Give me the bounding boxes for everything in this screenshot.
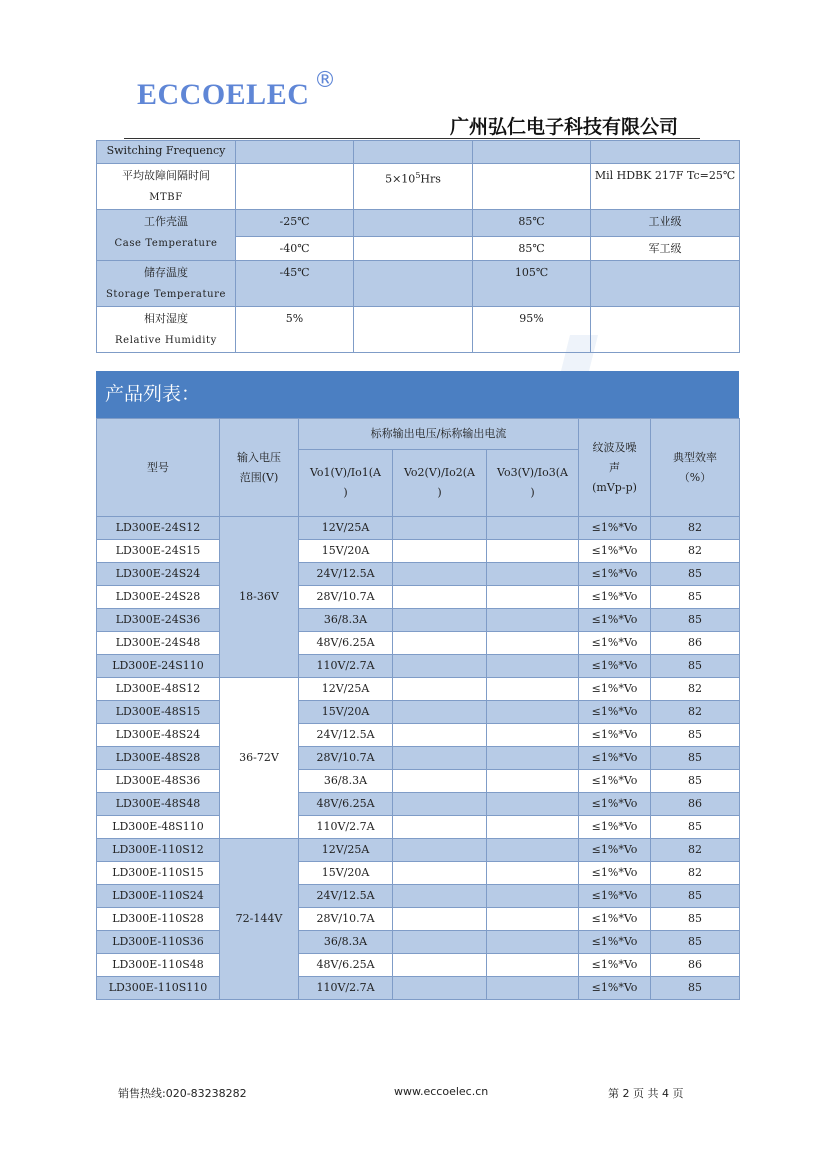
spec-value: 5% — [236, 307, 354, 353]
spec-label-cn: 储存温度 — [144, 266, 188, 279]
vo1-cell: 36/8.3A — [299, 770, 393, 793]
ripple-cell: ≤1%*Vo — [579, 977, 651, 1000]
vo3-cell — [487, 540, 579, 563]
model-cell: LD300E-110S36 — [97, 931, 220, 954]
model-cell: LD300E-110S110 — [97, 977, 220, 1000]
spec-label-en: Storage Temperature — [105, 289, 227, 300]
efficiency-cell: 85 — [651, 770, 740, 793]
vo1-cell: 24V/12.5A — [299, 724, 393, 747]
model-cell: LD300E-24S110 — [97, 655, 220, 678]
efficiency-cell: 85 — [651, 931, 740, 954]
vo1-cell: 15V/20A — [299, 540, 393, 563]
efficiency-cell: 82 — [651, 678, 740, 701]
vo3-cell — [487, 770, 579, 793]
spec-value: 85℃ — [473, 237, 591, 261]
product-table — [96, 418, 740, 1000]
spec-note: 军工级 — [591, 237, 740, 261]
sales-hotline: 销售热线:020-83238282 — [118, 1087, 247, 1100]
vo1-cell: 110V/2.7A — [299, 816, 393, 839]
model-cell: LD300E-48S48 — [97, 793, 220, 816]
input-range-cell: 18-36V — [220, 517, 299, 678]
table-row — [97, 747, 740, 770]
header-efficiency: 典型效率 （%） — [651, 419, 740, 517]
table-row — [97, 816, 740, 839]
table-row — [97, 839, 740, 862]
vo3-cell — [487, 632, 579, 655]
header-divider — [124, 138, 700, 139]
vo3-cell — [487, 908, 579, 931]
model-cell: LD300E-48S36 — [97, 770, 220, 793]
vo3-cell — [487, 816, 579, 839]
spec-value: -25℃ — [236, 210, 354, 237]
spec-value: 95% — [473, 307, 591, 353]
spec-note: Mil HDBK 217F Tc=25℃ — [591, 164, 740, 210]
table-row — [97, 908, 740, 931]
vo3-cell — [487, 517, 579, 540]
vo1-cell: 48V/6.25A — [299, 793, 393, 816]
table-row — [97, 678, 740, 701]
header-vo1: Vo1(V)/Io1(A ) — [299, 450, 393, 517]
vo3-cell — [487, 678, 579, 701]
spec-value: -40℃ — [236, 237, 354, 261]
vo2-cell — [393, 885, 487, 908]
vo1-cell: 15V/20A — [299, 862, 393, 885]
model-cell: LD300E-24S12 — [97, 517, 220, 540]
vo2-cell — [393, 563, 487, 586]
efficiency-cell: 82 — [651, 701, 740, 724]
ripple-cell: ≤1%*Vo — [579, 517, 651, 540]
spec-cell — [236, 141, 354, 164]
vo3-cell — [487, 931, 579, 954]
table-row — [97, 793, 740, 816]
spec-value: $5\times 10^5Hrs$ — [354, 164, 473, 210]
vo1-cell: 36/8.3A — [299, 609, 393, 632]
table-row — [97, 632, 740, 655]
spec-label — [97, 261, 236, 307]
model-cell: LD300E-110S12 — [97, 839, 220, 862]
vo2-cell — [393, 908, 487, 931]
vo2-cell — [393, 678, 487, 701]
efficiency-cell: 82 — [651, 540, 740, 563]
ripple-cell: ≤1%*Vo — [579, 632, 651, 655]
table-row — [97, 563, 740, 586]
table-row — [97, 770, 740, 793]
efficiency-cell: 85 — [651, 885, 740, 908]
spec-row-switching-frequency — [97, 141, 740, 164]
spec-cell — [591, 141, 740, 164]
model-cell: LD300E-48S110 — [97, 816, 220, 839]
vo1-cell: 12V/25A — [299, 517, 393, 540]
spec-label: Switching Frequency — [97, 141, 236, 164]
vo1-cell: 48V/6.25A — [299, 632, 393, 655]
company-logo: ECCOELEC — [137, 78, 310, 111]
spec-note: 工业级 — [591, 210, 740, 237]
model-cell: LD300E-48S28 — [97, 747, 220, 770]
ripple-cell: ≤1%*Vo — [579, 954, 651, 977]
vo2-cell — [393, 632, 487, 655]
registered-mark-icon: ® — [314, 68, 336, 93]
ripple-cell: ≤1%*Vo — [579, 724, 651, 747]
ripple-cell: ≤1%*Vo — [579, 747, 651, 770]
vo3-cell — [487, 563, 579, 586]
vo1-cell: 24V/12.5A — [299, 885, 393, 908]
product-list-title: 产品列表： — [96, 371, 739, 418]
product-header-row — [97, 419, 740, 450]
efficiency-cell: 85 — [651, 655, 740, 678]
vo3-cell — [487, 977, 579, 1000]
spec-cell — [354, 261, 473, 307]
table-row — [97, 609, 740, 632]
model-cell: LD300E-48S12 — [97, 678, 220, 701]
spec-label-en: MTBF — [149, 192, 183, 203]
efficiency-cell: 82 — [651, 839, 740, 862]
ripple-cell: ≤1%*Vo — [579, 770, 651, 793]
vo1-cell: 110V/2.7A — [299, 977, 393, 1000]
vo2-cell — [393, 586, 487, 609]
model-cell: LD300E-110S15 — [97, 862, 220, 885]
table-row — [97, 977, 740, 1000]
vo2-cell — [393, 839, 487, 862]
spec-value: 105℃ — [473, 261, 591, 307]
model-cell: LD300E-24S36 — [97, 609, 220, 632]
vo1-cell: 28V/10.7A — [299, 747, 393, 770]
spec-label-en: Relative Humidity — [115, 335, 217, 346]
company-name: 广州弘仁电子科技有限公司 — [450, 116, 679, 138]
efficiency-cell: 85 — [651, 977, 740, 1000]
model-cell: LD300E-110S48 — [97, 954, 220, 977]
spec-row-case-temperature — [97, 210, 740, 237]
spec-label-cn: 相对湿度 — [144, 312, 188, 325]
vo1-cell: 48V/6.25A — [299, 954, 393, 977]
ripple-cell: ≤1%*Vo — [579, 862, 651, 885]
model-cell: LD300E-48S15 — [97, 701, 220, 724]
vo2-cell — [393, 724, 487, 747]
ripple-cell: ≤1%*Vo — [579, 678, 651, 701]
vo2-cell — [393, 701, 487, 724]
efficiency-cell: 85 — [651, 816, 740, 839]
vo1-cell: 28V/10.7A — [299, 908, 393, 931]
vo3-cell — [487, 793, 579, 816]
vo3-cell — [487, 586, 579, 609]
vo2-cell — [393, 770, 487, 793]
vo2-cell — [393, 517, 487, 540]
vo3-cell — [487, 724, 579, 747]
efficiency-cell: 86 — [651, 632, 740, 655]
vo1-cell: 24V/12.5A — [299, 563, 393, 586]
spec-label — [97, 164, 236, 210]
spec-cell — [354, 141, 473, 164]
efficiency-cell: 86 — [651, 793, 740, 816]
efficiency-cell: 85 — [651, 908, 740, 931]
efficiency-cell: 85 — [651, 586, 740, 609]
vo3-cell — [487, 885, 579, 908]
ripple-cell: ≤1%*Vo — [579, 931, 651, 954]
spec-label-en: Case Temperature — [114, 238, 218, 249]
header-nominal-output: 标称输出电压/标称输出电流 — [299, 419, 579, 450]
vo1-cell: 12V/25A — [299, 839, 393, 862]
vo2-cell — [393, 540, 487, 563]
input-range-cell: 72-144V — [220, 839, 299, 1000]
ripple-cell: ≤1%*Vo — [579, 885, 651, 908]
table-row — [97, 540, 740, 563]
spec-label — [97, 307, 236, 353]
header-model: 型号 — [97, 419, 220, 517]
table-row — [97, 931, 740, 954]
vo3-cell — [487, 655, 579, 678]
efficiency-cell: 85 — [651, 747, 740, 770]
vo1-cell: 28V/10.7A — [299, 586, 393, 609]
model-cell: LD300E-110S24 — [97, 885, 220, 908]
model-cell: LD300E-24S48 — [97, 632, 220, 655]
model-cell: LD300E-24S15 — [97, 540, 220, 563]
efficiency-cell: 82 — [651, 862, 740, 885]
table-row — [97, 954, 740, 977]
spec-row-mtbf — [97, 164, 740, 210]
vo2-cell — [393, 816, 487, 839]
model-cell: LD300E-24S24 — [97, 563, 220, 586]
vo2-cell — [393, 931, 487, 954]
vo3-cell — [487, 954, 579, 977]
vo1-cell: 110V/2.7A — [299, 655, 393, 678]
ripple-cell: ≤1%*Vo — [579, 540, 651, 563]
efficiency-cell: 82 — [651, 517, 740, 540]
header-input-range: 输入电压 范围(V) — [220, 419, 299, 517]
table-row — [97, 885, 740, 908]
table-row — [97, 701, 740, 724]
vo1-cell: 36/8.3A — [299, 931, 393, 954]
input-range-cell: 36-72V — [220, 678, 299, 839]
spec-row-storage-temperature — [97, 261, 740, 307]
ripple-cell: ≤1%*Vo — [579, 563, 651, 586]
efficiency-cell: 85 — [651, 563, 740, 586]
vo3-cell — [487, 701, 579, 724]
spec-cell — [354, 210, 473, 237]
vo2-cell — [393, 609, 487, 632]
ripple-cell: ≤1%*Vo — [579, 701, 651, 724]
spec-value: 85℃ — [473, 210, 591, 237]
vo2-cell — [393, 655, 487, 678]
spec-cell — [354, 307, 473, 353]
vo1-cell: 15V/20A — [299, 701, 393, 724]
spec-cell — [591, 261, 740, 307]
table-row — [97, 517, 740, 540]
spec-cell — [473, 164, 591, 210]
table-row — [97, 586, 740, 609]
ripple-cell: ≤1%*Vo — [579, 586, 651, 609]
spec-table — [96, 140, 740, 353]
vo3-cell — [487, 609, 579, 632]
spec-value: -45℃ — [236, 261, 354, 307]
spec-label-cn: 平均故障间隔时间 — [122, 169, 210, 182]
spec-cell — [473, 141, 591, 164]
page-number: 第 2 页 共 4 页 — [608, 1087, 684, 1100]
ripple-cell: ≤1%*Vo — [579, 908, 651, 931]
ripple-cell: ≤1%*Vo — [579, 609, 651, 632]
model-cell: LD300E-110S28 — [97, 908, 220, 931]
vo2-cell — [393, 793, 487, 816]
vo3-cell — [487, 747, 579, 770]
vo2-cell — [393, 747, 487, 770]
spec-row-relative-humidity — [97, 307, 740, 353]
ripple-cell: ≤1%*Vo — [579, 793, 651, 816]
efficiency-cell: 85 — [651, 724, 740, 747]
table-row — [97, 862, 740, 885]
spec-cell — [236, 164, 354, 210]
ripple-cell: ≤1%*Vo — [579, 816, 651, 839]
header-vo3: Vo3(V)/Io3(A ) — [487, 450, 579, 517]
spec-label-cn: 工作壳温 — [144, 215, 188, 228]
ripple-cell: ≤1%*Vo — [579, 655, 651, 678]
ripple-cell: ≤1%*Vo — [579, 839, 651, 862]
header-ripple: 纹波及噪 声 (mVp-p) — [579, 419, 651, 517]
vo1-cell: 12V/25A — [299, 678, 393, 701]
model-cell: LD300E-24S28 — [97, 586, 220, 609]
efficiency-cell: 85 — [651, 609, 740, 632]
spec-cell — [591, 307, 740, 353]
model-cell: LD300E-48S24 — [97, 724, 220, 747]
vo3-cell — [487, 839, 579, 862]
table-row — [97, 724, 740, 747]
spec-cell — [354, 237, 473, 261]
website-link[interactable]: www.eccoelec.cn — [394, 1085, 489, 1098]
efficiency-cell: 86 — [651, 954, 740, 977]
vo2-cell — [393, 977, 487, 1000]
vo3-cell — [487, 862, 579, 885]
spec-label — [97, 210, 236, 261]
vo2-cell — [393, 862, 487, 885]
table-row — [97, 655, 740, 678]
header-vo2: Vo2(V)/Io2(A ) — [393, 450, 487, 517]
vo2-cell — [393, 954, 487, 977]
